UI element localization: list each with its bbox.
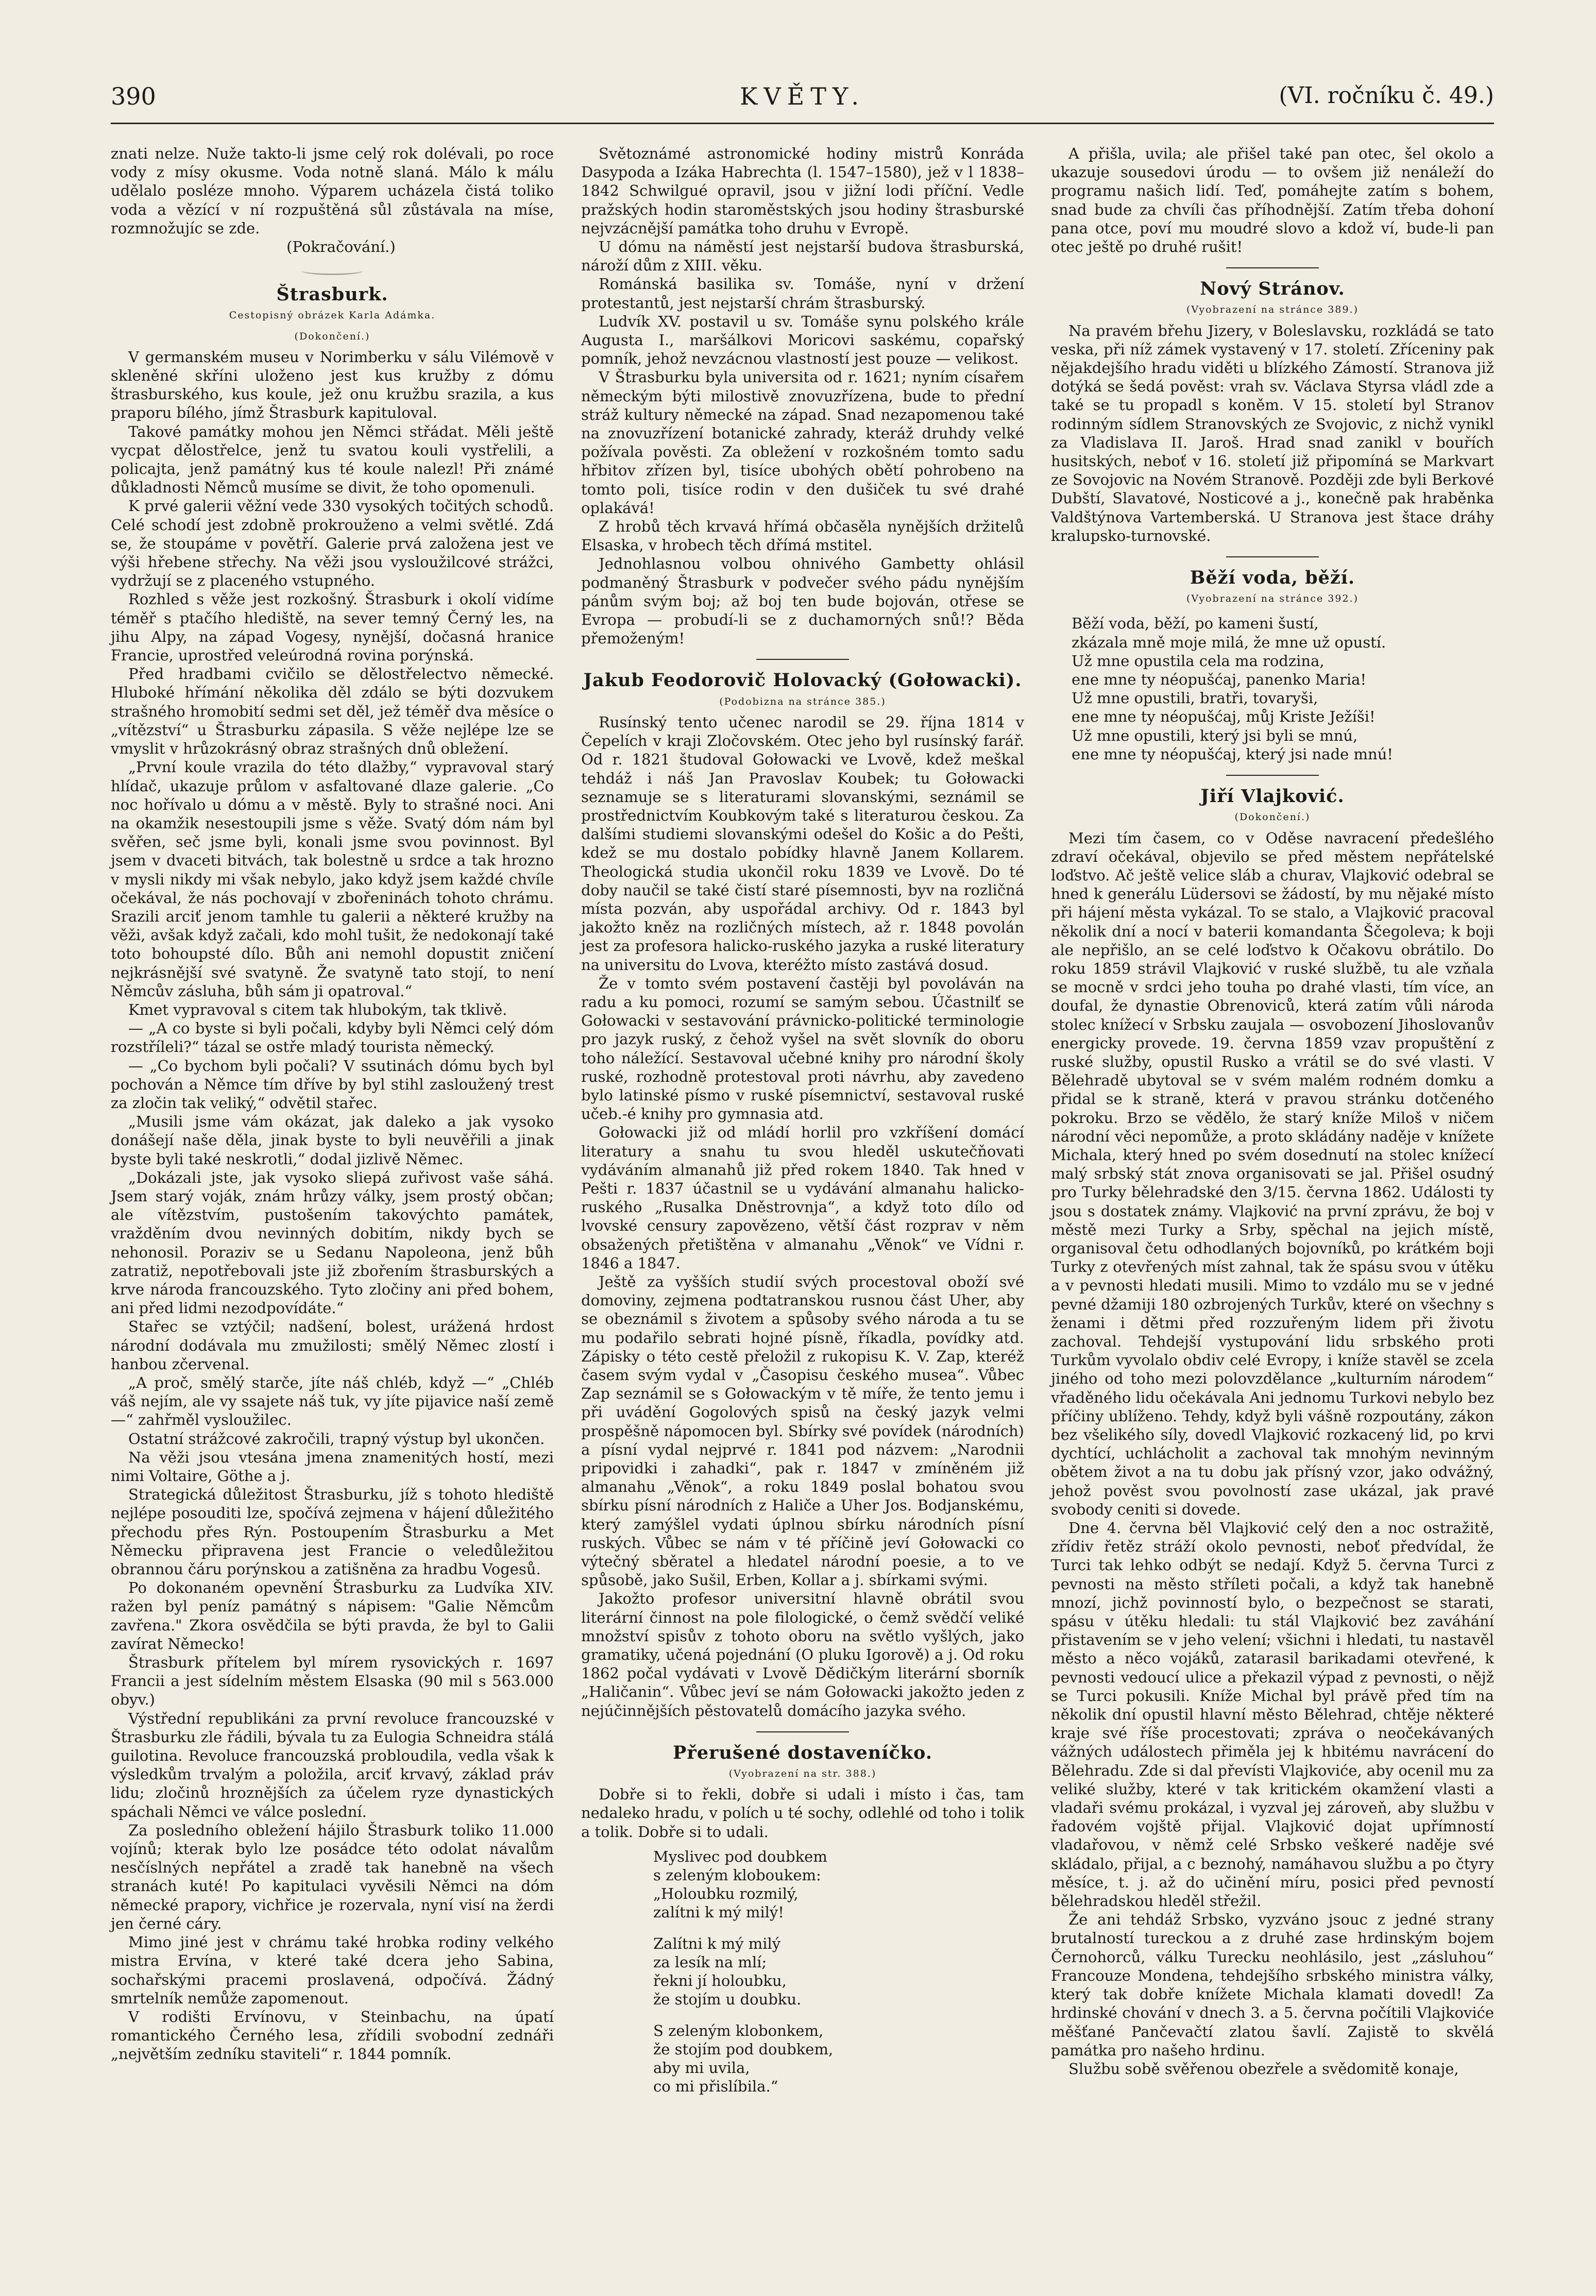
poem-line: S zeleným klobonkem, [653, 2021, 824, 2039]
paragraph: Gołowacki již od mládí horlil pro vzkříšení domácí literatury a snahu tu svou hleděl uskutečňovati vydáváním almanahů již před rokem 1840. Tak hned v Pešti r. 1837 účastnil se u vydávání almanahu halicko-ruského „Rusalka Dněstrovnja“, a když toto dílo od lvovské censury zapovězeno, větší část rozprav v něm obsažených přetištěna v almanahu „Věnok“ ve Vídni r. 1846 a 1847. [581, 1124, 1024, 1272]
paragraph: A přišla, uvila; ale přišel také pan otec, šel okolo a ukazuje sousedovi úrodu — to ovšem již nenáleží do programu našich lidí. Teď, pomáhejte zatím s bohem, snad bude za chvíli čas příhodnější. Zatím třeba dohoní pana otce, poví mu moudré slovo a kdož ví, bude-li pan otec ještě po druhé rušit! [1051, 145, 1494, 256]
paragraph: Na věži jsou vtesána jmena znamenitých hostí, mezi nimi Voltaire, Göthe a j. [111, 1448, 554, 1485]
conclusion-note: (Dokončení.) [294, 330, 370, 342]
page-header [111, 82, 1494, 124]
paragraph: „První koule vrazila do této dlažby,“ vypravoval starý hlídač, ukazuje průlom v asfaltované dlaze galerie. „Co noc hořívalo u dómu a v městě. Byly to strašné noci. Ani na okamžik nesestoupili jsme s věže. Svatý dóm nám byl svěřen, seč jsme byli, konali jsme svou povinnost. Byl jsem v dvaceti bitvách, tak bolestně u srdce a tak hrozno v mysli nikdy mi však nebylo, jako když jsem každé chvíle očekával, že nás pochovají v zbořeninách tohoto chrámu. Srazili arciť jenom tamhle tu galerii a některé kružby na věži, avšak když začali, kdo mohl tušit, že nedokonají také toto bohoupsté dílo. Bůh ani nemohl dopustit zničení nejkrásnější své svatyně. Že svatyně tato stojí, to není Němcův zásluha, bůh sám ji opatroval.“ [111, 758, 554, 1000]
paragraph: — „Co bychom byli počali? V ssutinách dómu bych byl pochován a Němce tím dříve by byl stihl zasloužený trest za zločin tak veliký,“ odvětil stařec. [111, 1057, 554, 1112]
poem-line: že stojím pod doubkem, [653, 2040, 834, 2058]
article-title: Štrasburk. [276, 284, 388, 305]
paragraph: — „A co byste si byli počali, kdyby byli Němci celý dóm rozstříleli?“ tázal se ostře mladý tourista německý. [111, 1019, 554, 1056]
paragraph: „Musili jsme vám okázat, jak daleko a jak vysoko donášejí naše děla, jinak byste to byli neuvěřili a jinak byste byli také neskrotli,“ dodal jizlivě Němec. [111, 1113, 554, 1168]
poem-line: Běží voda, běží, po kameni šustí, [1072, 615, 1319, 633]
paragraph: Že ani tehdáž Srbsko, vyzváno jsouc z jedné strany brutalností tureckou a z druhé zase hrdinským bojem Černohorců, válku Turecku neohlásilo, jest „zásluhou“ Francouze Mondena, tehdejšího srbského ministra války, který tak dobře knížete Michala klamati dovedl! Za hrdinské chování v dnech 3. a 5. června počítili Vlajkoviće měšťané Pančevačtí zlatou šavlí. Zajistě to skvělá památka pro našeho hrdinu. [1051, 1911, 1494, 2059]
article-title: Jiří Vlajković. [1200, 786, 1345, 807]
paragraph: „Dokázali jste, jak vysoko sliepá zuřivost vaše sáhá. Jsem starý voják, znám hrůzy války, jsem prostý občan; ale vítězstvím, pustošením takovýchto památek, vražděním dvou nevinných dobitím, nikdy bych se nehonosil. Poraziv se u Sedanu Napoleona, jenž bůh zatratiž, nepotřebovali jste již zbořením štrasburských a krve národa francouzského. Tyto zločiny ani před bohem, ani před lidmi nezodpovídáte.“ [111, 1168, 554, 1317]
divider [1226, 556, 1319, 557]
magazine-title: KVĚTY. [740, 82, 865, 110]
paragraph: Románská basilika sv. Tomáše, nyní v držení protestantů, jest nejstarší chrám štrasburský. [581, 275, 1024, 312]
paragraph: V rodišti Ervínovu, v Steinbachu, na úpatí romantického Černého lesa, zřídili svobodní zednáři „největším zedníku staviteli“ r. 1844 pomník. [111, 2008, 554, 2063]
column-1 [111, 144, 554, 2064]
column-3 [1051, 144, 1494, 2078]
divider [756, 659, 849, 660]
poem-line: že stojím u doubku. [653, 1991, 802, 2009]
article-subtitle: Cestopisný obrázek Karla Adámka. [229, 310, 436, 321]
article-title: Jakub Feodorovič Holovacký (Gołowacki). [583, 670, 1022, 691]
paragraph: Mezi tím časem, co v Oděse navracení předešlého zdraví očekával, objevilo se před městem nepřátelské loďstvo. Ač ještě velice sláb a churav, Vlajković odebral se hned k generálu Lüdersovi se žádostí, by mu nějaké místo při hájení města vykázal. To se stalo, a Vlajković pracoval několik dní a nocí v baterii komandanta Ščegoleva; k boji ale nepřišlo, an se celé loďstvo k Očakovu obrátilo. Do roku 1859 strávil Vlajković v ruské službě, tu ale vzňala se mocně v srdci jeho touha po drahé vlasti, tím více, an doufal, že dynastie Obrenoviců, která zatím vůli národa stolec knížecí v Srbsku zaujala — osvobození Jihoslovanův energicky provede. 19. června 1859 vzav propuštění z ruské služby, opustil Rusko a vrátil se do své vlasti. V Bělehradě ubytoval se v svém malém rodném domku a přidal se k straně, která v pravou stránku dotčeného pokroku. Brzo se vědělo, že starý kníže Miloš v ničem národní věci nepomůže, a proto skládány naděje v knížete Michala, který hned po svém dosednutí na stolec knížecí malý srbský stát znova organisovati se jal. Přišel osudný pro Turky bělehradské den 3/15. června 1862. Události ty jsou s dostatek známy. Vlajković na první zprávu, že boj v městě mezi Turky a Srby, spěchal na jejich místě, organisoval četu odhodlaných bojovníků, po krátkém boji Turky z otevřených míst zahnal, tak že spásu svou v útěku a v pevnosti hledati musili. Mimo to vzdálo mu se v jedné pevné džamiji 180 ozbrojených Turkův, které on všechny s ženami i dětmi před rozzuřeným lidem při životu zachoval. Tehdejší vystupování lidu srbského proti Turkům vyvolalo obdiv celé Evropy, i kníže stavěl se zcela jiného od toho mezi polovzdělance „kulturním národem“ vřaděného lidu očekávala Ani jednomu Turkovi nebylo bez příčiny ublíženo. Tehdy, když byli vášně rozpoutány, zákon bez všelikého síly, dovedl Vlajković rozkacený lid, po krvi dychtící, uchlácholit a zachoval tak mnohým nevinným obětem život a na tu dobu jak přísný vzor, jako odvážný, jehož pověst svou povolností zase ukázal, jak pravé svobody ceniti si dovede. [1051, 829, 1494, 1518]
paragraph: Strategická důležitost Štrasburku, jíž s tohoto hlediště nejlépe posouditi lze, spočívá zejmena v hájení důležitého přechodu přes Rýn. Postoupením Štrasburku a Met Německu připravena jest Francie o veledůležitou obrannou čáru porýnskou a zatišněna za hradbu Vogesů. [111, 1486, 554, 1578]
poem-line: za lesík na mlí; [653, 1953, 767, 1971]
article-subtitle: (Vyobrazení na stránce 392.) [1186, 593, 1359, 605]
paragraph: Jednohlasnou volbou ohnivého Gambetty ohlásil podmaněný Štrasburk v podvečer svého pádu nynějším pánům svým boj; až boj ten bude bojován, otřese se Evropa — probudí-li se z duchamorných snů!? Běda přemoženým! [581, 555, 1024, 648]
paragraph: Štrasburk přítelem byl mírem rysovických r. 1697 Francii a jest sídelním městem Elsaska (90 mil s 563.000 obyv.) [111, 1654, 554, 1709]
page-number: 390 [111, 82, 156, 110]
paragraph: Že v tomto svém postavení častěji byl povoláván na radu a ku pomoci, rozumí se samým sebou. Účastnilť se Gołowacki v sestavování právnicko-politické terminologie pro jazyk ruský, z čehož vyšel na svět slovník do oboru toho náležící. Sestavoval učebné knihy pro národní školy ruské, rozhodně protestoval proti návrhu, aby zavedeno bylo latinské písmo v ruské písemnictví, sestavoval ruské učeb.-é knihy pro gymnasia atd. [581, 974, 1024, 1123]
paragraph: Rusínský tento učenec narodil se 29. října 1814 v Čepelích v kraji Zločovském. Otec jeho byl rusínský farář. Od r. 1821 študoval Gołowacki ve Lvově, kdež meškal tehdáž i náš Jan Pravoslav Koubek; tu Gołowacki seznamuje se s literaturami slovanskými, seznámil se prostřednictvím Koubkovým také s literaturou českou. Za dalšími studiemi slovanskými odešel do Košic a do Pešti, kdež se mu dostalo pobídky hlavně Janem Kollarem. Theologická studia ukončil roku 1839 ve Lvově. Do té doby naučil se také čistí staré písemnosti, byv na rozličná místa pozván, aby uspořádal archivy. Od r. 1843 byl jakožto kněz na rozličných místech, až r. 1848 povolán jest za profesora halicko-ruského jazyka a ruské literatury na universitu do Lvova, kteréžto místo zastává dosud. [581, 713, 1024, 974]
poem-line: ene mne ty néopušćaj, můj Kriste Ježíši! [1072, 708, 1376, 726]
paragraph: „A proč, smělý starče, jíte náš chléb, když —“ „Chléb váš nejím, ale vy ssajete náš tuk, vy jíte pijavice naší země —“ zahřměl vysloužilec. [111, 1374, 554, 1429]
paragraph: Ještě za vyšších studií svých procestoval oboží své domoviny, zejmena podtatranskou rusnou část Uher, aby se obeznámil s životem a spůsoby svého národa a tu se mu podařilo sebrati hojné písně, říkadla, povídky atd. Zápisky o této cestě přeložil z rukopisu K. V. Zap, kteréž časem svým vydal v „Časopisu českého musea“. Vůbec Zap seznámil se s Gołowackým v tě míře, že tento jemu i při uvádění Gogolových spisů na český jazyk velmi prospěšně nápomocen byl. Sbírky své povídek (národních) a písní vydal nejprvé r. 1841 pod názvem: „Narodnii pripovidki i zahadki“, pak r. 1847 v zmíněném již almanahu „Věnok“, a roku 1849 poslal bohatou svou sbírku písní národních z Haliče a Uher Jos. Bodjanskému, který zamýšlel vydati úplnou sbírku národních písní ruských. Vůbec se nám v té příčině jeví Gołowacki co výtečný sběratel a hledatel národní poesie, a to ve spůsobě, jako Sušil, Erben, Kollar a j. sbírkami svými. [581, 1272, 1024, 1589]
volume-label: (VI. ročníku č. 49.) [1279, 82, 1494, 109]
poem-line: zalítni k mý milý! [653, 1903, 784, 1921]
paragraph: Rozhled s věže jest rozkošný. Štrasburk i okolí vidíme téměř s ptačího hlediště, na sever temný Černý les, na jihu Alpy, na západ Vogesy, nynější, dočasná hranice Francie, uprostřed veleúrodná rovina porýnská. [111, 590, 554, 665]
paragraph: Dobře si to řekli, dobře si udali i místo i čas, tam nedaleko hradu, v polích u té sochy, odlehlé od toho i tolik a tolik. Dobře si to udali. [581, 1785, 1024, 1841]
paragraph: Jakožto profesor universitní hlavně obrátil svou literární činnost na pole filologické, o čemž svědčí veliké množství spisův z tohoto oboru na světlo vyšlých, jako gramatiky, učená pojednání (O pluku Igorově) a j. Od roku 1862 počal vydávati v Lvově Dědičkým literární sborník „Haličanin“. Vůbec jeví se nám Gołowacki jakožto jeden z nejúčinnějších pěstovatelů domácího jazyka svého. [581, 1590, 1024, 1720]
header-rule [111, 123, 1494, 124]
paragraph: Stařec se vztýčil; nadšení, bolest, urážená hrdost národní dodávala mu zmužilosti; smělý Němec zlostí i hanbou zčervenal. [111, 1318, 554, 1373]
paragraph: K prvé galerii věžní vede 330 vysokých točitých schodů. Celé schodí jest zdobně prokrouženo a velmi světlé. Zdá se, že stoupáme v povětří. Galerie prvá založena jest ve výši hřebene střechy. Na věži jsou vysloužilcové strážci, vydržují se z placeného vstupného. [111, 497, 554, 590]
paragraph: znati nelze. Nuže takto-li jsme celý rok dolévali, po roce vody z mísy okusme. Voda notně slaná. Málo k málu udělalo posléze mnoho. Výparem ucházela čistá toliko voda a vězící v ní rozpuštěná sůl zůstávala na míse, rozmnožujíc se zde. [111, 145, 554, 237]
divider [1226, 775, 1319, 776]
paragraph: Mimo jiné jest v chrámu také hrobka rodiny velkého mistra Ervína, v které také dcera jeho Sabina, sochařskými pracemi proslavená, odpočívá. Žádný smrtelník nemůže zapomenout. [111, 1933, 554, 2007]
poem-line: Zalítni k mý milý [653, 1934, 781, 1952]
poem [581, 1847, 1024, 2096]
paragraph: Za posledního obležení hájilo Štrasburk toliko 11.000 vojínů; kterak bylo lze posádce této odolat návalům nesčíslných nepřátel a zradě tak hanebně na všech stranách kuté! Po kapitulaci vyvěsili Němci na dóm německé prapory, vichřice je rozervala, nyní visí na žerdi jen černé cáry. [111, 1821, 554, 1932]
poem-line: ene mne ty néopušćaj, panenko Maria! [1072, 671, 1367, 689]
paragraph: Takové památky mohou jen Němci střádat. Měli ještě vycpat dělostřelce, jenž tu svatou kouli vystřelili, a policajta, jenž památný kus té koule nalezl! Při známé důkladnosti Němců musíme se divit, že toho opomenuli. [111, 422, 554, 497]
article-subtitle: (Podobizna na stránce 385.) [719, 695, 886, 707]
column-2 [581, 144, 1024, 2102]
poem-line: Už mne opustila cela ma rodzina, [1072, 652, 1325, 670]
paragraph: Službu sobě svěřenou obezřele a svědomitě konaje, [1068, 2060, 1459, 2078]
paragraph: Ostatní strážcové zakročili, trapný výstup byl ukončen. [128, 1430, 545, 1448]
poem-line: co mi přislíbila.“ [653, 2078, 778, 2096]
article-title: Běží voda, běží. [1190, 567, 1355, 589]
paragraph: V Štrasburku byla universita od r. 1621; nyním císařem německým býti milostivě znovuzřízena, bude to přední stráž kultury německé na západ. Snad nezapomenou také na znovuzřízení botanické zahrady, kteráž druhdy velké požívala pověsti. Za obležení v rozkošném tomto sadu hřbitov zřízen byl, tisíce ubohých obětí pohrobeno na tomto poli, tisíce rodin v den dušiček tu své drahé oplakává! [581, 368, 1024, 517]
paragraph: V germanském museu v Norimberku v sálu Vilémově v skleněné skříni uloženo jest kus kružby z dómu štrasburského, kus koule, jež onu kružbu srazila, a kus praporu bílého, jímž Štrasburk kapituloval. [111, 348, 554, 422]
poem-line: ene mne ty néopušćaj, který jsi nade mnú! [1072, 745, 1394, 763]
article-title: Přerušené dostaveníčko. [673, 1742, 932, 1763]
poem-line: aby mi uvila, [653, 2059, 750, 2077]
paragraph: Z hrobů těch krvavá hřímá občasěla nynějších držitelů Elsaska, v hrobech těch dřímá mstitel. [581, 518, 1024, 554]
paragraph: Kmet vypravoval s citem tak hlubokým, tak tklivě. [128, 1000, 507, 1018]
divider [1226, 267, 1319, 268]
paragraph: Před hradbami cvičilo se dělostřelectvo německé. Hluboké hřímání několika děl zdálo se býti dozvukem strašného hromobití sedmi set děl, jež téměř dva měsíce o „vítězství“ u Štrasburku zápasila. S věže nejlépe lze se vmyslit v hrůzokrásný obraz strašných dnů obležení. [111, 665, 554, 758]
divider [756, 1731, 849, 1732]
conclusion-note: (Dokončení.) [1234, 811, 1311, 823]
paragraph: Na pravém břehu Jizery, v Boleslavsku, rozkládá se tato veska, při níž zámek vystavený v 17. století. Zříceniny pak nějakdejšího hradu viděti u blízkého Zámostí. Stranova již dotýká se šedá pověst: vrah sv. Václava Styrsa vládl zde a také se tu propadl s koněm. V 15. století byl Stranov rodinným sídlem Stranovských ze Svojovic, z nichž vynikl za Vladislava II. Jaroš. Hrad snad zanikl v bouřích husitských, neboť v 16. století již připomíná se Markvart ze Sovojovic na Novém Stranově. Později zde byli Berkové Dubští, Slavatové, Nosticové a j., konečně pak hraběnka Valdštýnova Vartemberská. U Stranova jest štace dráhy kralupsko-turnovské. [1051, 321, 1494, 545]
poem-line: Už mne opustili, který jsi byli se mnú, [1072, 726, 1358, 744]
article-subtitle: (Vyobrazení na str. 388.) [728, 1768, 877, 1780]
divider [301, 266, 363, 275]
paragraph: Po dokonaném opevnění Štrasburku za Ludvíka XIV. ražen byl peníz památný s nápisem: "Galie Němcům zavřena." Zkora osvědčila se býti pravda, že byl to Galii zavírat Německo! [111, 1579, 554, 1653]
paragraph: U dómu na náměstí jest nejstarší budova štrasburská, nároží dům z XIII. věku. [581, 238, 1024, 275]
poem-line: Myslivec pod doubkem [653, 1847, 827, 1865]
poem-line: Už mne opustili, bratři, tovaryši, [1072, 689, 1318, 707]
paragraph: Světoznámé astronomické hodiny mistrů Konráda Dasypoda a Izáka Habrechta (l. 1547–1580), jež v l 1838–1842 Schwilgué opravil, jsou v jižní lodi příční. Vedle pražských hodin staroměstských jsou hodiny štrasburské nejvzácnější památka toho druhu v Evropě. [581, 145, 1024, 237]
poem [1051, 614, 1494, 763]
paragraph: Dne 4. června běl Vlajković celý den a noc ostražitě, zřídiv řetěz stráží okolo pevnosti, neboť předvídal, že Turci tak lehko odbýt se nedají. Když 5. června Turci z pevnosti na město stříleti počali, a když tak hanebně mnozí, jichž povinností bylo, o bezpečnost se starati, spásu v útěku hledali: tu stál Vlajković bez zaváhání přistavením se v jeho velení; všichni i hledati, tu nastavěl město a něco vojáků, zatarasil barikadami otevřené, k pevnosti vedoucí ulice a překazil výpad z pevnosti, o nějž se Turci pokusili. Kníže Michal byl právě před tím na několik dní opustil hlavní město Bělehrad, chtěje některé kraje své říše procestovati; zpráva o neočekávaných vážných událostech přiměla jej k hbitému navrácení do Bělehradu. Zde si dal převísti Vlajkoviće, aby ocenil mu za veliké služby, které v tak kritickém okamžení vlasti a vladaři svému prokázal, i vyzval jej zároveň, aby službu v řadovém vojště přijal. Vlajković dojat upřímností vladařovou, v němž celé Srbsko veškeré naděje své skládalo, přijal, a c beznohý, namáhavou službu a po čtyry měsíce, t. j. až do učinění míru, posici před pevností bělehradskou hleděl střežil. [1051, 1519, 1494, 1910]
paragraph: Ludvík XV. postavil u sv. Tomáše synu polského krále Augusta I., maršálkovi Moricovi saskému, copařský pomník, jehož nevzácnou vlastností jest pouze — velikost. [581, 312, 1024, 368]
paragraph: Výstřední republikáni za první revoluce francouzské v Štrasburku zle řádili, bývala tu za Eulogia Schneidra stálá guilotina. Revoluce francouzská probloudila, vedla však k výsledkům trvalým a položila, arciť krvavý, základ práv lidu; zločinů hroznějších za účelem ryze dynastických spáchali Němci ve válce poslední. [111, 1709, 554, 1821]
poem-line: „Holoubku rozmilý, [653, 1885, 799, 1903]
article-subtitle: (Vyobrazení na stránce 389.) [1186, 304, 1359, 316]
continuation-note: (Pokračování.) [286, 238, 396, 256]
article-title: Nový Stránov. [1200, 278, 1345, 300]
poem-line: řekni jí holoubku, [653, 1972, 787, 1990]
poem-line: s zeleným kloboukem: [653, 1866, 821, 1884]
poem-line: zkázala mně moje milá, že mne už opustí. [1072, 633, 1386, 651]
